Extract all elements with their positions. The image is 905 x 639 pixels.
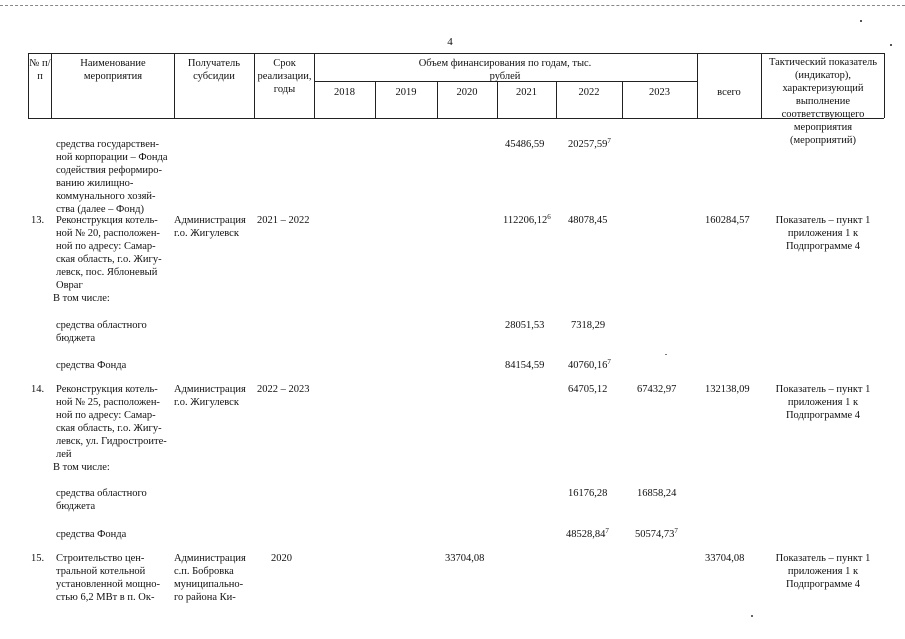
row-14-regional-line: средства областного — [56, 488, 147, 499]
row-15-name-line: тральной котельной — [56, 566, 146, 577]
header-col-term: Срок реализации, годы — [257, 58, 312, 95]
row-13-name-line: Овраг — [56, 280, 83, 291]
row-14-regional-line: бюджета — [56, 501, 96, 512]
row-13-fund-2021: 84154,59 — [505, 360, 545, 371]
header-col-num: № п/п — [29, 58, 51, 82]
row-14-2022: 64705,12 — [568, 384, 608, 395]
row-13-fund-2022: 40760,16$^7$ — [568, 358, 611, 371]
row-13-fund-label: средства Фонда — [56, 360, 127, 371]
row-14-name-line: ская область, г.о. Жигу- — [56, 423, 162, 434]
header-year-2021: 2021 — [516, 87, 537, 98]
row-14-recipient-line: Администрация — [174, 384, 246, 395]
header-col-name: Наименование мероприятия — [80, 58, 146, 82]
row-13-name-line: ной по адресу: Самар- — [56, 241, 156, 252]
scan-speck — [890, 44, 892, 46]
row-13-recipient-line: Администрация — [174, 215, 246, 226]
fund-intro-name-line: ства (далее – Фонд) — [56, 204, 145, 215]
header-year-2023: 2023 — [649, 87, 670, 98]
row-13-2021: 112206,12$^6$ — [503, 213, 551, 226]
row-14-name-line: лей — [56, 449, 72, 460]
scan-speck — [751, 615, 753, 617]
row-number: 13. — [31, 215, 45, 226]
header-year-2022: 2022 — [578, 87, 600, 98]
header-year-2018: 2018 — [334, 87, 355, 98]
header-col-total: всего — [717, 87, 741, 98]
row-15-name-line: Строительство цен- — [56, 553, 145, 564]
row-number: 14. — [31, 384, 45, 395]
row-13-total: 160284,57 — [705, 215, 750, 226]
fund-intro-2022: 20257,59$^7$ — [568, 137, 611, 150]
row-13-name-line: левск, пос. Яблоневый — [56, 267, 158, 278]
scan-speck — [860, 20, 862, 22]
row-14-name-line: Реконструкция котель- — [56, 384, 158, 395]
row-13-indicator-line: Подпрограмме 4 — [785, 241, 861, 252]
row-14-name-line: ной по адресу: Самар- — [56, 410, 156, 421]
row-15-indicator-line: Подпрограмме 4 — [785, 579, 861, 590]
row-15-2020: 33704,08 — [445, 553, 485, 564]
row-14-fund-2022: 48528,84$^7$ — [566, 527, 609, 540]
row-13-regional-2021: 28051,53 — [505, 320, 545, 331]
row-15-indicator-line: Показатель – пункт 1 — [775, 553, 871, 564]
header-col-volume: Объем финансирования по годам, тыс. рублей — [418, 58, 592, 82]
row-13-2022: 48078,45 — [568, 215, 608, 226]
fund-intro-name-line: ванию жилищно- — [56, 178, 134, 189]
row-14-regional-2022: 16176,28 — [568, 488, 608, 499]
fund-intro-name-line: средства государствен- — [56, 139, 159, 150]
row-13-term: 2021 – 2022 — [257, 215, 310, 226]
fund-intro-name-line: коммунального хозяй- — [56, 191, 156, 202]
row-14-indicator-line: приложения 1 к — [787, 397, 859, 408]
row-15-recipient-line: муниципально- — [174, 579, 244, 590]
row-15-total: 33704,08 — [705, 553, 745, 564]
row-14-regional-2023: 16858,24 — [637, 488, 677, 499]
fund-intro-name-line: содействия реформиро- — [56, 165, 162, 176]
row-14-indicator-line: Показатель – пункт 1 — [775, 384, 871, 395]
row-15-name-line: стью 6,2 МВт в п. Ок- — [56, 592, 155, 603]
row-13-indicator-line: Показатель – пункт 1 — [775, 215, 871, 226]
row-14-term: 2022 – 2023 — [257, 384, 310, 395]
row-15-recipient-line: го района Ки- — [174, 592, 236, 603]
row-15-term: 2020 — [271, 553, 292, 564]
row-13-including: В том числе: — [53, 293, 110, 304]
fund-intro-name-line: ной корпорации – Фонда — [56, 152, 168, 163]
scan-edge-top — [0, 5, 905, 6]
row-13-regional-2022: 7318,29 — [571, 320, 606, 331]
row-13-name-line: ной № 20, расположен- — [56, 228, 160, 239]
header-year-2020: 2020 — [456, 87, 478, 98]
row-14-2023: 67432,97 — [637, 384, 677, 395]
row-15-recipient-line: с.п. Бобровка — [174, 566, 234, 577]
row-15-name-line: установленной мощно- — [56, 579, 160, 590]
row-13-regional-line: средства областного — [56, 320, 147, 331]
header-col-recipient: Получатель субсидии — [187, 58, 241, 82]
row-14-total: 132138,09 — [705, 384, 750, 395]
row-14-fund-2023: 50574,73$^7$ — [635, 527, 678, 540]
row-13-regional-line: бюджета — [56, 333, 96, 344]
row-14-name-line: ной № 25, расположен- — [56, 397, 160, 408]
row-13-recipient-line: г.о. Жигулевск — [174, 228, 239, 239]
row-13-name-line: ская область, г.о. Жигу- — [56, 254, 162, 265]
page-number: 4 — [447, 36, 453, 48]
row-14-fund-label: средства Фонда — [56, 529, 127, 540]
header-col-indicator: Тактический показатель (индикатор), характеризующий выполнение соответствующего мероприятия (мероприятий) — [768, 57, 878, 146]
row-14-including: В том числе: — [53, 462, 110, 473]
row-14-recipient-line: г.о. Жигулевск — [174, 397, 239, 408]
row-13-name-line: Реконструкция котель- — [56, 215, 158, 226]
row-15-indicator-line: приложения 1 к — [787, 566, 859, 577]
row-number: 15. — [31, 553, 45, 564]
row-14-name-line: левск, ул. Гидростроите- — [56, 436, 167, 447]
scan-speck — [665, 354, 667, 355]
row-13-indicator-line: приложения 1 к — [787, 228, 859, 239]
header-year-2019: 2019 — [395, 87, 417, 98]
row-14-indicator-line: Подпрограмме 4 — [785, 410, 861, 421]
row-15-recipient-line: Администрация — [174, 553, 246, 564]
fund-intro-2021: 45486,59 — [505, 139, 545, 150]
